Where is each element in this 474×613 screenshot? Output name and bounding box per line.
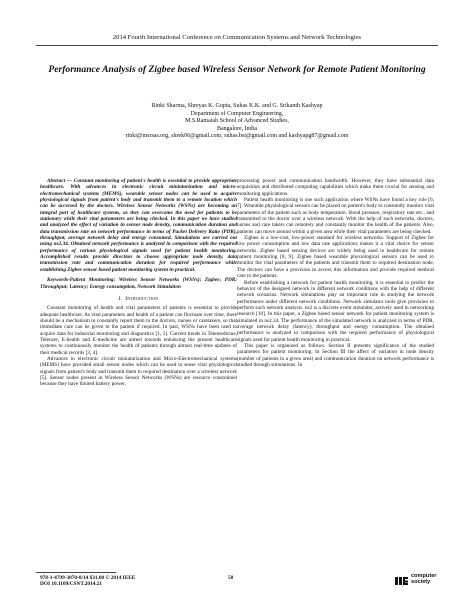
keywords-text: Patient Monitoring; Wireless Sensor Networks (WSNs); Zigbee; PDR; Throughput; Latency; Energy consumption, Network Simulation bbox=[40, 277, 237, 290]
section-heading-introduction bbox=[40, 296, 237, 302]
right-paragraph-5: This paper is organized as follows. Section II presents significance of the studied parameters for patient monitoring. In Section III the affect of variation in node density (number of patients in a given area) and communication duration on network performance is studied through simulations. In bbox=[237, 342, 434, 368]
abstract bbox=[40, 178, 237, 273]
intro-paragraph-2: Advances in electronic circuit miniaturization and Micro-Electromechanical systems (MEMS) have provided small sensor nodes which can be used to sense vital physiological signals from patient's body and transmit them to required destination over a wireless network [5]. Sensor nodes present in Wireless Sensor Networks (WSNs) are resource constrained because they have limited battery power, bbox=[40, 355, 237, 388]
footer-doi: DOI 10.1109/CSNT.2014.21 bbox=[40, 581, 102, 588]
header-rule bbox=[36, 45, 438, 46]
footer-isbn: 978-1-4799-3070-8/14 $31.00 © 2014 IEEE bbox=[40, 575, 136, 581]
keywords-lead: Keywords- bbox=[47, 277, 70, 284]
footer-info bbox=[40, 575, 135, 588]
section-number: I. bbox=[118, 295, 123, 302]
author-names: Rinki Sharma, Shreyas K. Gupta, Suhas K.K. and G. Srikanth Kashyap bbox=[151, 103, 323, 109]
logo-text-society: society bbox=[411, 579, 431, 585]
right-column bbox=[237, 178, 434, 368]
section-title: Introduction bbox=[125, 295, 159, 302]
author-emails: rinki@msrsas.org, shrek06@gmail.com, suhas.bst@gmail.com and kashyapg87@gmail.com bbox=[125, 133, 349, 140]
author-location: Bangalore, India bbox=[217, 125, 257, 132]
right-paragraph-3: Zigbee is a low-cost, low-power standard for wireless networks. Support of Zigbee for low power consumption and low data rate applications makes it a vital choice for sensor networks. Zigbee based sensing devices are widely being used in healthcare for remote patient monitoring [8, 9]. Zigbee based wearable physiological sensors can be used to monitor the vital parameters of the patients and transmit them to required destination node. The doctors can have a provision to access this information and provide required medical care to the patients. bbox=[237, 235, 434, 280]
paper-title: Performance Analysis of Zigbee based Wireless Sensor Network for Remote Patient Monitoring bbox=[48, 64, 426, 75]
footer-rule bbox=[36, 572, 116, 573]
right-paragraph-2: Patient health monitoring is one such application where WSNs have found a key role [6, 7]. Wearable physiological sensors can be placed on patient's body to constantly monitor vital parameters of the patient such as body temperature, blood pressure, respiratory rate etc., and transmitted to the doctor over a wireless network. With the help of such networks, doctors, nurses and care takers can remotely and constantly monitor the health of the patients. Also, patients can move around within a given area while their vital parameters are being checked. bbox=[237, 197, 434, 235]
right-paragraph-1: processing power and communication bandwidth. However, they have substantial data acquisition and distributed computing capabilities which make them crucial for sensing and monitoring applications. bbox=[237, 178, 434, 197]
intro-paragraph-1: Constant monitoring of health and vital parameters of patients is essential to provide adequate healthcare. As vital parameters and health of a patient can fluctuate over time, there should be a mechanism to constantly report them to the doctors, nurses or caretakers, so that immediate care can be given to the patient if required. In past, WSNs have been used to acquire data for industrial monitoring and diagnostics [1, 2]. Current trends in Telemedicine, Telecare, E-health and E-medicine are aimed towards enhancing the present healthcare systems to continuously monitor the health of patients through almost real-time updates of their medical records [3, 4]. bbox=[40, 305, 237, 356]
author-institution: M.S.Ramaiah School of Advanced Studies, bbox=[185, 118, 289, 125]
page-number: 58 bbox=[228, 575, 234, 581]
computer-society-logo bbox=[395, 574, 437, 586]
abstract-text: Constant monitoring of patient's health is essential to provide appropriate healthcare. With advances in electronic circuit miniaturization and micro-electromechanical systems (MEMS), wearable sensor nodes can be used to acquire physiological signals from patient's body and transmit them to a remote location which can be accessed by the doctors. Wireless Sensor Networks (WSNs) are becoming an integral part of healthcare systems, as they can overcome the need for patients to be stationary while their vital parameters are being checked. In this paper we have studied and analyzed the effect of variation in sensor node density, communication duration and data transmission rate on network performance in terms of Packet Delivery Ratio (PDR), throughput, average network delay and energy consumed. Simulations are carried out using ns2.34. Obtained network performance is analyzed in comparison with the required performance of various physiological signals used for patient health monitoring. Accomplished results provide direction to choose appropriate node density, data transmission rate and communication duration for required performance while establishing Zigbee sensor based patient monitoring system in practical. bbox=[40, 178, 238, 273]
author-department: Department of Computer Engineering, bbox=[190, 110, 284, 117]
right-paragraph-4: Before establishing a network for patient health monitoring, it is essential to predict the behavior of the designed network in different network conditions with the help of different network scenarios. Network simulations play an important role in studying the network performance under different network conditions. Network simulator tools give provision to perform such network analysis. ns2 is a discrete event simulator, actively used in networking research [10]. In this paper, a Zigbee based sensor network for patient monitoring system is simulated in ns2.34. The performance of the simulated network is analyzed in terms of PDR, average network delay (latency), throughput and energy consumption. The obtained performance is analyzed in comparison with the required performance of physiological signals used for patient health monitoring in practical. bbox=[237, 279, 434, 343]
computer-society-logo-icon bbox=[395, 574, 409, 586]
computer-society-logo-text bbox=[411, 574, 437, 586]
conference-header: 2014 Fourth International Conference on Communication Systems and Network Technologies bbox=[112, 34, 362, 41]
keywords bbox=[40, 277, 237, 290]
author-block bbox=[40, 103, 434, 141]
left-column bbox=[40, 178, 237, 388]
logo-text-computer: computer bbox=[411, 573, 437, 580]
abstract-lead: Abstract — bbox=[47, 178, 73, 184]
